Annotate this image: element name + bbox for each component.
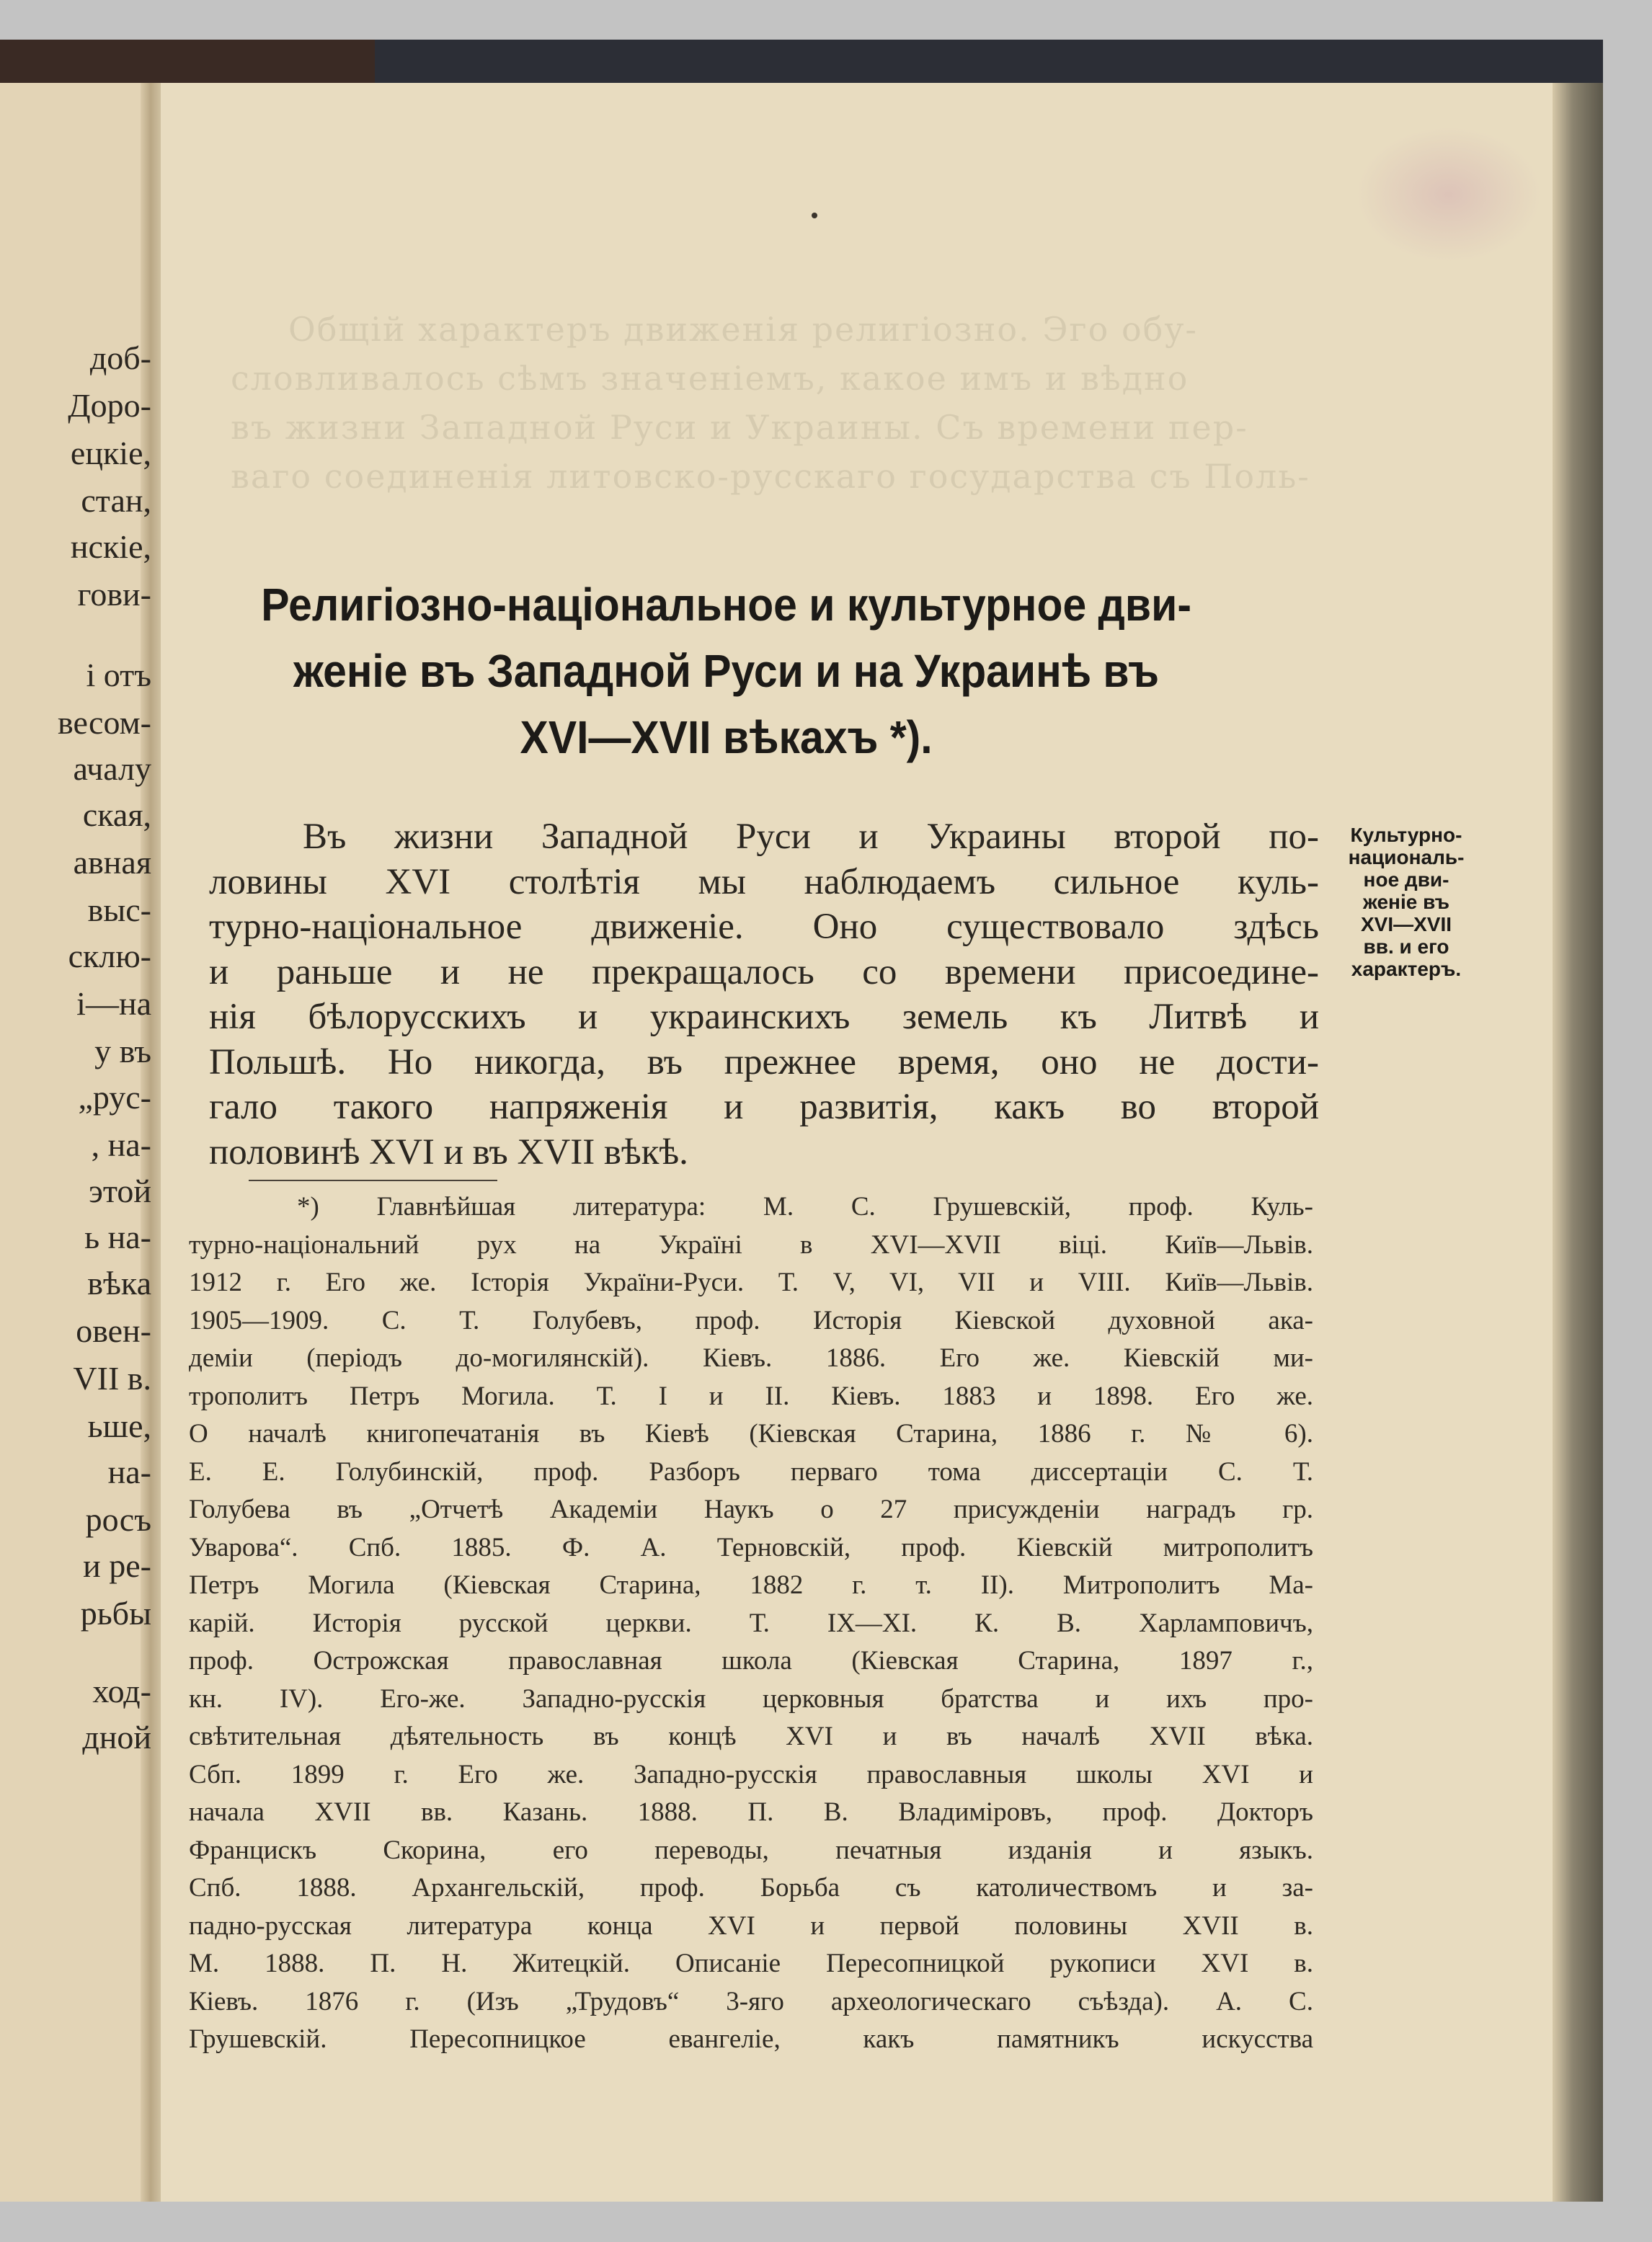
footnote-line: Кіевъ. 1876 г. (Изъ „Трудовъ“ 3-яго археологическаго съѣзда). А. С.	[189, 1986, 1313, 2016]
body-line: и раньше и не прекращалось со времени присоедине-	[209, 951, 1319, 992]
footnote-line: деміи (періодъ до-могилянскій). Кіевъ. 1886. Его же. Кіевскій ми-	[189, 1343, 1313, 1373]
left-page-fragment: у въ	[94, 1033, 151, 1069]
show-through-line: въ жизни Западной Руси и Украины. Съ времени пер-	[231, 408, 1248, 447]
scanned-page	[0, 40, 1603, 2202]
margin-note-line: ное дви-	[1363, 868, 1449, 891]
left-page-fragment: і—на	[76, 985, 151, 1022]
footnote-line: Уварова“. Спб. 1885. Ф. А. Терновскій, проф. Кіевскій митрополитъ	[189, 1532, 1313, 1562]
title-line: XVI—XVII вѣкахъ *).	[520, 711, 933, 763]
footnote-line: Петръ Могила (Кіевская Старина, 1882 г. т. II). Митрополитъ Ма-	[189, 1570, 1313, 1600]
body-line: половинѣ XVI и въ XVII вѣкѣ.	[209, 1131, 688, 1173]
footnote-line: свѣтительная дѣятельность въ концѣ XVI и въ началѣ XVII вѣка.	[189, 1722, 1313, 1751]
footnote-line: Е. Е. Голубинскій, проф. Разборъ перваго тома диссертаціи С. Т.	[189, 1456, 1313, 1487]
body-line: Польшѣ. Но никогда, въ прежнее время, оно не дости-	[209, 1041, 1319, 1082]
margin-note-line: националь-	[1348, 846, 1465, 868]
margin-note-line: XVI—XVII	[1360, 913, 1452, 935]
left-page-fragment: росъ	[85, 1501, 151, 1538]
left-page-fragment: стан,	[81, 482, 151, 519]
footnote-rule	[249, 1180, 497, 1181]
body-line: ловины XVI столѣтія мы наблюдаемъ сильное куль-	[209, 861, 1319, 902]
left-page-fragment: вѣка	[87, 1265, 151, 1302]
left-page-fragment: весом-	[58, 704, 151, 741]
margin-note-line: вв. и его	[1363, 935, 1449, 958]
left-page-fragment: ь на-	[84, 1219, 151, 1255]
left-page-fragment: ход-	[92, 1673, 151, 1709]
body-line: турно-національное движеніе. Оно существовало здѣсь	[209, 907, 1319, 947]
left-page-fragment: выс-	[87, 891, 151, 928]
left-page-fragment: і отъ	[86, 657, 151, 693]
footnote-line: Францискъ Скорина, его переводы, печатныя изданія и языкъ.	[189, 1835, 1313, 1865]
left-page-fragment: авная	[73, 844, 151, 881]
footnote-line: 1905—1909. С. Т. Голубевъ, проф. Исторія Кіевской духовной ака-	[189, 1305, 1313, 1335]
footnote-line: Голубева въ „Отчетѣ Академіи Наукъ о 27 присужденіи наградъ гр.	[189, 1495, 1313, 1524]
left-page-fragment: „рус-	[78, 1079, 151, 1116]
left-page-fragment: , на-	[91, 1126, 151, 1163]
ink-dot	[812, 213, 817, 218]
left-page-fragment: этой	[89, 1173, 151, 1209]
margin-note-line: Культурно-	[1350, 824, 1462, 846]
left-page-fragment: на-	[107, 1454, 151, 1490]
body-line: гало такого напряженія и развитія, какъ во второй	[209, 1087, 1319, 1127]
left-page-fragment: ецкіе,	[70, 435, 151, 471]
left-page-fragment: ьше,	[87, 1407, 151, 1444]
left-page-fragment: рьбы	[80, 1595, 151, 1632]
show-through-line: словливалось сѣмъ значеніемъ, какое имъ и вѣдно	[231, 359, 1189, 398]
left-page-fragment: дной	[82, 1719, 151, 1756]
title-line: женіе въ Западной Руси и на Украинѣ въ	[293, 645, 1160, 697]
footnote-line: кн. IV). Его-же. Западно-русскія церковныя братства и ихъ про-	[189, 1683, 1313, 1714]
footnote	[189, 1188, 1313, 2059]
left-page-fragment: овен-	[76, 1312, 151, 1349]
footnote-line: О началѣ книгопечатанія въ Кіевѣ (Кіевская Старина, 1886 г. № 6).	[189, 1419, 1313, 1449]
margin-note	[1323, 824, 1489, 980]
body-paragraph	[209, 814, 1319, 1175]
left-page-fragment: склю-	[68, 938, 151, 974]
page-stack-edge	[1553, 83, 1603, 2202]
body-line: нія бѣлорусскихъ и украинскихъ земель къ Литвѣ и	[209, 997, 1319, 1037]
book-cover-edge	[0, 40, 1603, 83]
left-page-fragment: ачалу	[73, 750, 151, 787]
footnote-line: карій. Исторія русской церкви. Т. IX—XI. К. В. Харламповичъ,	[189, 1608, 1313, 1638]
footnote-line: проф. Острожская православная школа (Кіевская Старина, 1897 г.,	[189, 1646, 1313, 1676]
show-through-line: ваго соединенія литовско-русскаго государства съ Поль-	[231, 457, 1310, 496]
footnote-line: трополитъ Петръ Могила. Т. I и II. Кіевъ. 1883 и 1898. Его же.	[189, 1381, 1313, 1411]
paper-stain	[1355, 126, 1542, 263]
footnote-line: Спб. 1888. Архангельскій, проф. Борьба съ католичествомъ и за-	[189, 1873, 1313, 1903]
left-page-fragment: доб-	[89, 339, 151, 376]
title-line: Религіозно-національное и культурное дви-	[261, 579, 1191, 631]
footnote-line: турно-національний рух на Україні в XVI—XVII віці. Київ—Львів.	[189, 1229, 1313, 1260]
left-page-fragment: и ре-	[83, 1547, 151, 1584]
footnote-line: 1912 г. Его же. Історія України-Руси. Т. V, VI, VII и VIII. Київ—Львів.	[189, 1268, 1313, 1297]
body-line: Въ жизни Западной Руси и Украины второй по-	[303, 817, 1319, 857]
left-page-fragment: VII в.	[73, 1360, 151, 1397]
margin-note-line: женіе въ	[1362, 891, 1450, 913]
left-page-fragment: Доро-	[68, 387, 151, 424]
left-page-fragment: гови-	[77, 576, 151, 613]
chapter-title	[209, 571, 1243, 770]
cover-edge-left	[0, 40, 375, 83]
footnote-line: Грушевскій. Пересопницкое евангеліе, какъ памятникъ искусства	[189, 2024, 1313, 2054]
footnote-line: *) Главнѣйшая литература: М. С. Грушевскій, проф. Куль-	[297, 1192, 1313, 1222]
show-through-line: Общій характеръ движенія религіозно. Эго обу-	[288, 310, 1198, 349]
left-page-fragment: ская,	[82, 796, 151, 833]
margin-note-line: характеръ.	[1351, 958, 1462, 980]
footnote-line: М. 1888. П. Н. Житецкій. Описаніе Пересопницкой рукописи XVI в.	[189, 1949, 1313, 1978]
footnote-line: начала XVII вв. Казань. 1888. П. В. Владиміровъ, проф. Докторъ	[189, 1797, 1313, 1827]
footnote-line: Сбп. 1899 г. Его же. Западно-русскія православныя школы XVI и	[189, 1759, 1313, 1789]
footnote-line: падно-русская литература конца XVI и первой половины XVII в.	[189, 1910, 1313, 1941]
left-page-fragment: нскіе,	[70, 528, 151, 565]
